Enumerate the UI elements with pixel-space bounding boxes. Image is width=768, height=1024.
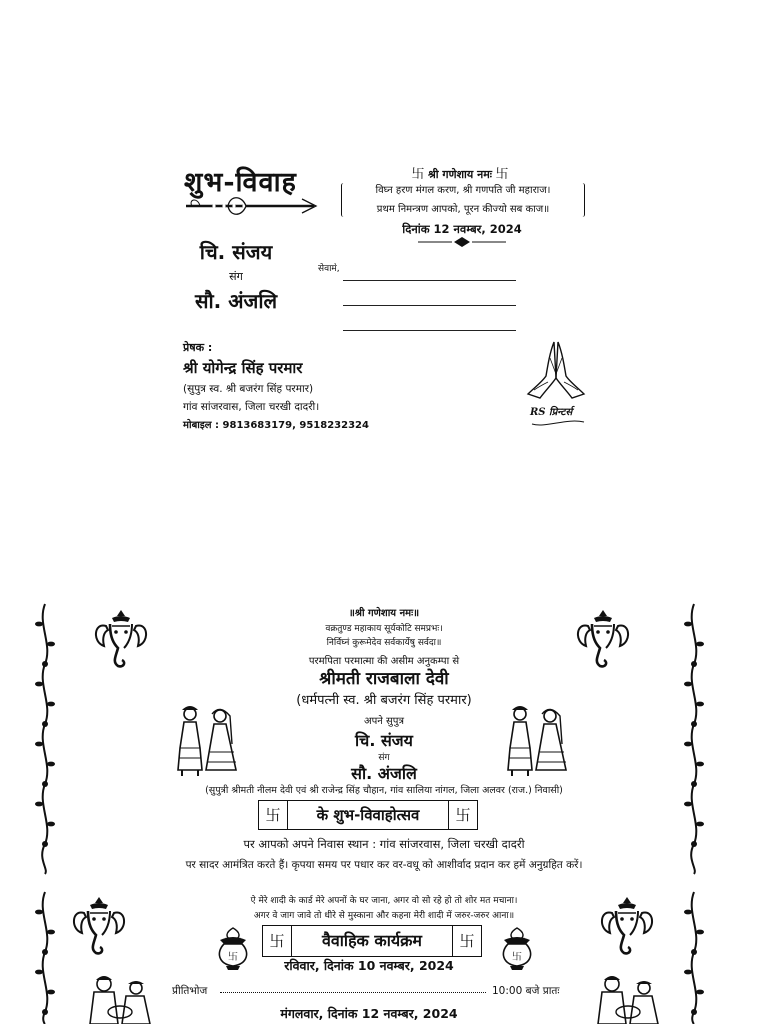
event-title-box <box>258 800 478 830</box>
couplet-line-2: प्रथम निमन्त्रण आपको, पूरन कीज्यो सब काज॥ <box>376 204 550 215</box>
ganesha-icon <box>70 895 128 959</box>
program-date-1: रविवार, दिनांक 10 नवम्बर, 2024 <box>284 958 454 973</box>
sender-address: गांव सांजरवास, जिला चरखी दादरी। <box>183 401 320 413</box>
kalash-icon <box>500 926 534 970</box>
envelope-date: दिनांक 12 नवम्बर, 2024 <box>402 222 522 236</box>
event-title: के शुभ-विवाहोत्सव <box>316 806 420 824</box>
flute-icon <box>184 193 318 219</box>
invitation-groom: चि. संजय <box>355 731 413 750</box>
swastika-icon: 卐 <box>263 926 292 956</box>
printer-logo-swoosh <box>530 418 586 428</box>
sender-label: प्रेषक : <box>183 341 213 354</box>
event-1-label: प्रीतिभोज <box>172 985 208 997</box>
svg-text:卐: 卐 <box>228 952 238 963</box>
envelope-title: शुभ-विवाह <box>184 167 297 198</box>
namaste-hands-icon <box>526 338 586 400</box>
envelope-with: संग <box>229 270 243 283</box>
envelope-bride: सौ. अंजलि <box>194 289 278 313</box>
host-relation: (धर्मपत्नी स्व. श्री बजरंग सिंह परमार) <box>296 693 472 708</box>
swastika-icon: 卐 <box>495 167 509 182</box>
floral-vine-border <box>34 604 56 874</box>
envelope-invocation: श्री गणेशाय नमः <box>427 168 493 181</box>
envelope-groom: चि. संजय <box>199 240 273 264</box>
address-to-label: सेवाम॓, <box>318 264 340 274</box>
floral-vine-border <box>34 892 56 1024</box>
son-of-line: अपने सुपुत्र <box>363 716 404 727</box>
invitation-bride: सौ. अंजलि <box>351 764 417 783</box>
bride-groom-figure <box>502 704 570 778</box>
bride-details: (सुपुत्री श्रीमती नीलम देवी एवं श्री राजेन्द्र सिंह चौहान, गांव सालिया नांगल, जिला अलवर (राज.) निवासी) <box>205 785 563 796</box>
couplet-line-1: विघ्न हरण मंगल करण, श्री गणपति जी महाराज। <box>375 185 551 196</box>
program-date-2: मंगलवार, दिनांक 12 नवम्बर, 2024 <box>280 1006 458 1021</box>
swastika-icon: 卐 <box>452 926 481 956</box>
venue-line: पर आपको अपने निवास स्थान : गांव सांजरवास, जिला चरखी दादरी <box>243 837 525 851</box>
sender-mobile: मोबाइल : 9813683179, 9518232324 <box>183 420 369 431</box>
floral-vine-border <box>683 604 705 874</box>
address-line-2 <box>343 305 516 306</box>
program-title-box <box>262 925 482 957</box>
ganesha-icon <box>92 608 150 672</box>
poem-line-1: ऐ मेरे शादी के कार्ड मेरे अपनों के घर जाना, अगर वो सो रहे हो तो शोर मत मचाना। <box>250 896 518 906</box>
musicians-illustration <box>592 974 664 1024</box>
svg-text:卐: 卐 <box>512 952 522 963</box>
swastika-icon: 卐 <box>448 801 477 829</box>
invitation-invocation: ॥श्री गणेशाय नमः॥ <box>348 608 420 619</box>
musicians-illustration <box>84 974 156 1024</box>
printer-logo: RS प्रिन्टर्स <box>530 407 573 418</box>
shloka-line-1: वक्रतुण्ड महाकाय सूर्यकोटि समप्रभः। <box>325 624 443 634</box>
poem-line-2: अगर वे जाग जावे तो धीरे से मुस्काना और कहना मेरी शादी में जरुर-जरुर आना॥ <box>253 911 515 921</box>
swastika-icon: 卐 <box>411 167 425 182</box>
request-line: पर सादर आमंत्रित करते हैं। कृपया समय पर पधार कर वर-वधू को आशीर्वाद प्रदान कर हमें अनुग्रहित करें। <box>185 859 583 871</box>
envelope-invocation-row <box>340 163 580 182</box>
couplet-right-bracket <box>580 183 585 217</box>
couplet-left-bracket <box>341 183 346 217</box>
swastika-icon: 卐 <box>259 801 288 829</box>
program-title: वैवाहिक कार्यक्रम <box>321 931 422 950</box>
envelope-couplet <box>342 181 584 219</box>
bride-groom-figure <box>172 704 240 778</box>
sender-relation: (सुपुत्र स्व. श्री बजरंग सिंह परमार) <box>183 383 314 395</box>
event-1-dots <box>220 992 486 993</box>
address-line-3 <box>343 330 516 331</box>
blessing-line: परमपिता परमात्मा की असीम अनुकम्पा से <box>308 656 460 667</box>
address-line-1 <box>343 280 516 281</box>
host-name: श्रीमती राजबाला देवी <box>319 669 449 689</box>
ganesha-icon <box>574 608 632 672</box>
invitation-with: संग <box>378 753 390 763</box>
shloka-line-2: निर्विघ्नं कुरूमेदेव सर्वकार्येषु सर्वदा॥ <box>326 638 442 648</box>
floral-vine-border <box>683 892 705 1024</box>
sender-name: श्री योगेन्द्र सिंह परमार <box>183 359 303 377</box>
event-1-time: 10:00 बजे प्रातः <box>492 985 560 997</box>
date-divider-ornament <box>418 237 506 247</box>
